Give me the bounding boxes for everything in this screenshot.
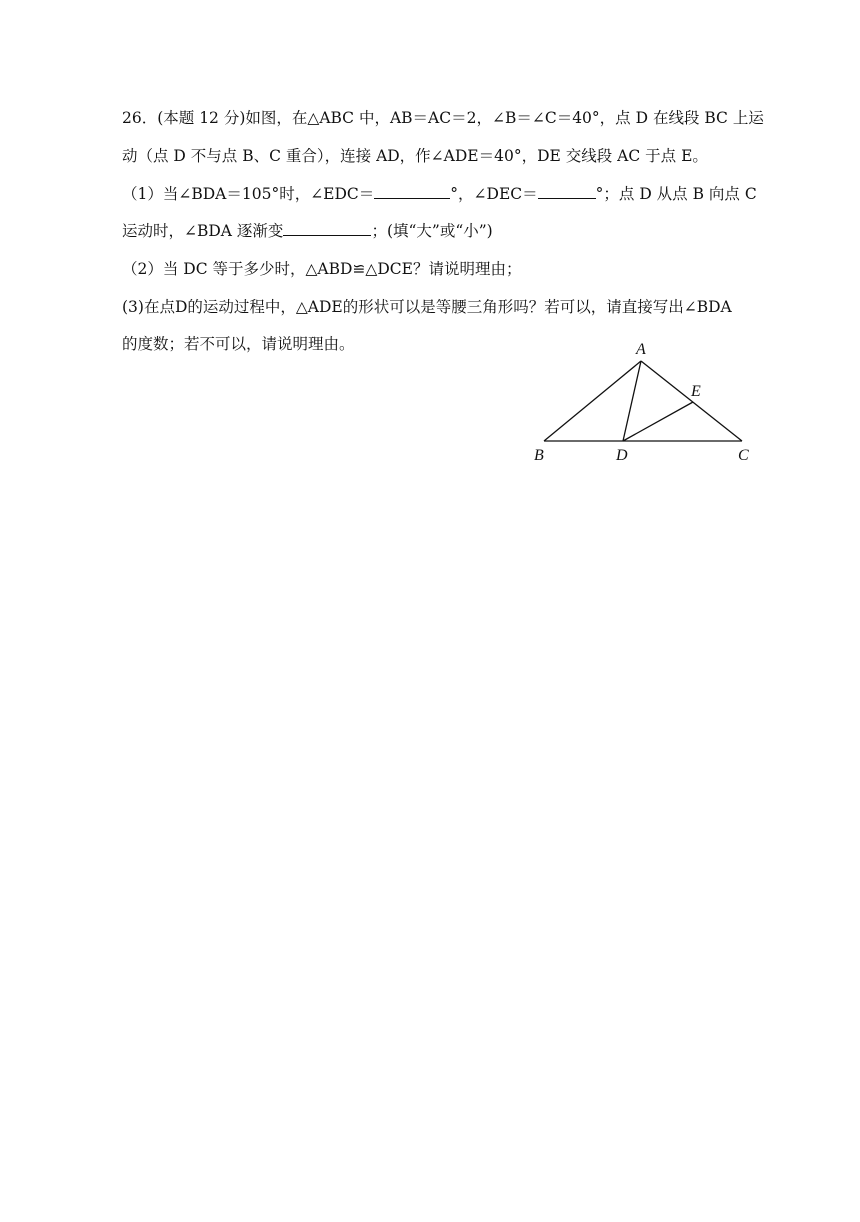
triangle-figure: [528, 335, 768, 470]
question-1-line-1: [122, 184, 778, 204]
answer-blank-edc[interactable]: [374, 184, 450, 199]
label-d: D: [616, 447, 628, 464]
label-a: A: [636, 341, 646, 358]
segment-de: [623, 402, 693, 441]
question-1-text-b: °，∠DEC＝: [450, 185, 538, 203]
question-2: （2）当 DC 等于多少时，△ABD≌△DCE？请说明理由；: [122, 260, 522, 278]
question-1-text-a: （1）当∠BDA＝105°时，∠EDC＝: [122, 185, 375, 203]
problem-line-2: 动（点 D 不与点 B、C 重合），连接 AD，作∠ADE＝40°，DE 交线段 AC 于点 E。: [122, 147, 708, 165]
segment-ab: [544, 361, 641, 441]
question-3-line-1: (3)在点D的运动过程中，△ADE的形状可以是等腰三角形吗？若可以，请直接写出∠BDA: [122, 298, 732, 316]
problem-line-1: 26．(本题 12 分)如图，在△ABC 中，AB＝AC＝2，∠B＝∠C＝40°，点 D 在线段 BC 上运: [122, 109, 764, 127]
segment-ac: [641, 361, 742, 441]
question-1-text-e: ；(填“大”或“小”): [371, 222, 493, 240]
label-e: E: [691, 383, 701, 400]
question-1-line-2: [122, 221, 778, 241]
label-c: C: [738, 447, 749, 464]
question-1-text-d: 运动时，∠BDA 逐渐变: [122, 222, 284, 240]
question-1-text-c: °；点 D 从点 B 向点 C: [595, 185, 757, 203]
question-3-line-2: 的度数；若不可以，请说明理由。: [122, 335, 355, 353]
answer-blank-trend[interactable]: [283, 221, 371, 236]
label-b: B: [534, 447, 544, 464]
answer-blank-dec[interactable]: [538, 184, 596, 199]
